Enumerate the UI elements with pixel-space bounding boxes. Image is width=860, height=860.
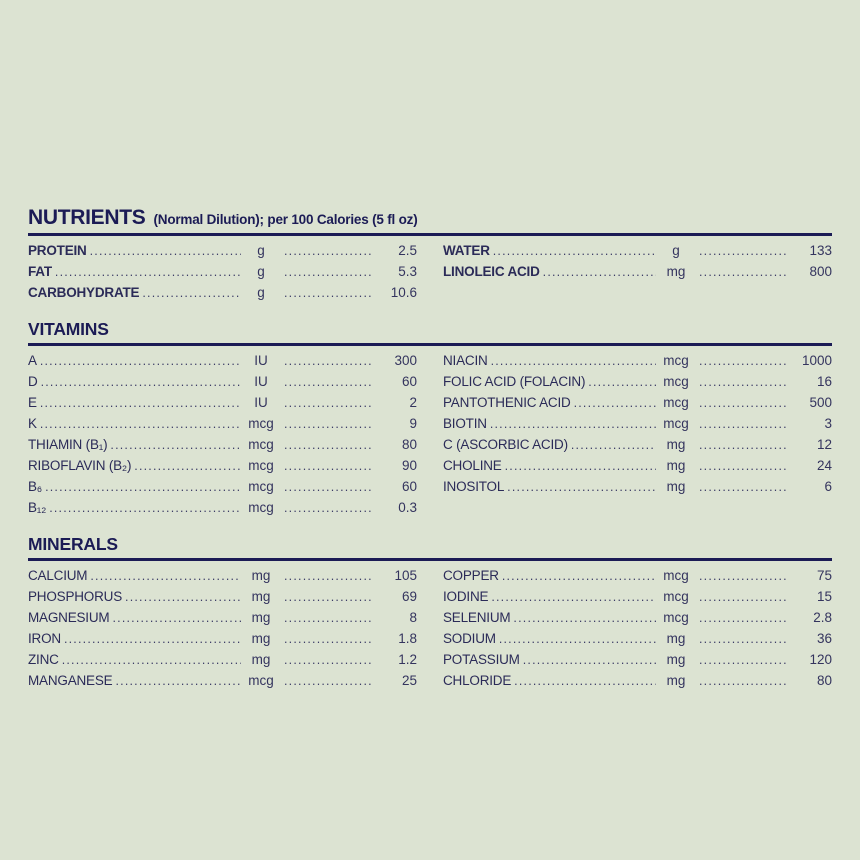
- nutrient-row: [28, 500, 417, 521]
- nutrient-row: [28, 458, 417, 479]
- nutrient-label: MAGNESIUM: [28, 610, 110, 625]
- nutrient-value: 500: [809, 395, 832, 410]
- nutrient-unit: mcg: [248, 437, 274, 452]
- nutrient-label: BIOTIN: [443, 416, 487, 431]
- nutrient-unit: mg: [666, 458, 686, 473]
- nutrient-label: CHLORIDE: [443, 673, 512, 688]
- nutrient-value: 5.3: [398, 264, 417, 279]
- dot-leader: [696, 568, 788, 583]
- nutrient-label: POTASSIUM: [443, 652, 520, 667]
- nutrient-row: [28, 568, 417, 589]
- nutrient-unit: mcg: [663, 589, 689, 604]
- nutrient-unit: mcg: [663, 416, 689, 431]
- nutrient-label: B₁₂: [28, 500, 47, 515]
- nutrient-label: C (ASCORBIC ACID): [443, 437, 568, 452]
- nutrients-heading: [28, 206, 832, 236]
- nutrition-facts-panel: [28, 206, 832, 704]
- nutrient-row: [28, 416, 417, 437]
- dot-leader: [490, 243, 656, 258]
- nutrient-label: NIACIN: [443, 353, 488, 368]
- nutrient-unit: IU: [254, 374, 268, 389]
- dot-leader: [502, 458, 656, 473]
- dot-leader: [112, 673, 241, 688]
- dot-leader: [52, 264, 241, 279]
- dot-leader: [696, 458, 788, 473]
- dot-leader: [696, 652, 788, 667]
- dot-leader: [487, 416, 656, 431]
- vitamins-column-right: [443, 353, 832, 521]
- nutrient-unit: mg: [251, 568, 271, 583]
- nutrient-unit: mcg: [663, 568, 689, 583]
- nutrient-label: THIAMIN (B₁): [28, 437, 108, 452]
- nutrient-value: 90: [401, 458, 417, 473]
- dot-leader: [281, 610, 373, 625]
- nutrient-value: 3: [824, 416, 832, 431]
- dot-leader: [61, 631, 241, 646]
- nutrient-value: 36: [816, 631, 832, 646]
- nutrient-label: IODINE: [443, 589, 489, 604]
- nutrient-row: [28, 652, 417, 673]
- nutrient-row: [443, 589, 832, 610]
- dot-leader: [37, 395, 241, 410]
- nutrient-row: [443, 568, 832, 589]
- nutrient-label: FAT: [28, 264, 52, 279]
- dot-leader: [131, 458, 241, 473]
- nutrient-value: 800: [809, 264, 832, 279]
- nutrient-value: 2.8: [813, 610, 832, 625]
- dot-leader: [696, 610, 788, 625]
- dot-leader: [696, 264, 788, 279]
- nutrient-label: IRON: [28, 631, 61, 646]
- dot-leader: [696, 374, 788, 389]
- nutrient-label: SODIUM: [443, 631, 496, 646]
- nutrient-unit: mcg: [663, 395, 689, 410]
- nutrient-value: 1000: [801, 353, 832, 368]
- dot-leader: [281, 652, 373, 667]
- nutrient-unit: mg: [666, 437, 686, 452]
- nutrient-value: 0.3: [398, 500, 417, 515]
- vitamins-column-left: [28, 353, 417, 521]
- dot-leader: [568, 437, 656, 452]
- nutrient-label: K: [28, 416, 37, 431]
- nutrient-row: [443, 458, 832, 479]
- nutrient-unit: mcg: [248, 500, 274, 515]
- nutrient-value: 60: [401, 479, 417, 494]
- nutrient-unit: g: [257, 264, 265, 279]
- dot-leader: [696, 673, 788, 688]
- nutrients-title: NUTRIENTS: [28, 206, 146, 229]
- nutrient-row: [28, 479, 417, 500]
- nutrient-value: 133: [809, 243, 832, 258]
- nutrient-row: [28, 264, 417, 285]
- nutrient-row: [443, 243, 832, 264]
- dot-leader: [281, 374, 373, 389]
- nutrients-columns: [28, 243, 832, 306]
- dot-leader: [511, 673, 656, 688]
- dot-leader: [585, 374, 656, 389]
- vitamins-columns: [28, 353, 832, 521]
- nutrient-value: 69: [401, 589, 417, 604]
- nutrient-value: 60: [401, 374, 417, 389]
- dot-leader: [510, 610, 656, 625]
- nutrient-unit: mg: [251, 589, 271, 604]
- dot-leader: [696, 631, 788, 646]
- dot-leader: [281, 437, 373, 452]
- nutrient-row: [28, 374, 417, 395]
- nutrient-unit: mcg: [248, 416, 274, 431]
- dot-leader: [281, 673, 373, 688]
- nutrient-label: MANGANESE: [28, 673, 113, 688]
- dot-leader: [281, 243, 373, 258]
- nutrient-row: [28, 353, 417, 374]
- nutrient-value: 105: [394, 568, 417, 583]
- nutrient-row: [28, 631, 417, 652]
- nutrient-unit: mcg: [663, 353, 689, 368]
- nutrient-label: D: [28, 374, 38, 389]
- dot-leader: [46, 500, 241, 515]
- nutrient-row: [28, 437, 417, 458]
- dot-leader: [38, 374, 241, 389]
- dot-leader: [281, 568, 373, 583]
- nutrient-unit: mg: [666, 652, 686, 667]
- nutrient-row: [443, 374, 832, 395]
- dot-leader: [281, 589, 373, 604]
- dot-leader: [496, 631, 656, 646]
- nutrient-unit: g: [257, 243, 265, 258]
- nutrient-value: 6: [824, 479, 832, 494]
- nutrient-value: 10.6: [390, 285, 417, 300]
- nutrient-value: 8: [409, 610, 417, 625]
- nutrient-label: CALCIUM: [28, 568, 88, 583]
- minerals-column-right: [443, 568, 832, 694]
- dot-leader: [520, 652, 656, 667]
- dot-leader: [87, 568, 241, 583]
- nutrient-label: A: [28, 353, 37, 368]
- vitamins-heading: VITAMINS: [28, 319, 832, 346]
- nutrient-value: 80: [816, 673, 832, 688]
- nutrient-value: 120: [809, 652, 832, 667]
- dot-leader: [281, 479, 373, 494]
- dot-leader: [696, 395, 788, 410]
- nutrient-label: CHOLINE: [443, 458, 502, 473]
- nutrient-row: [443, 353, 832, 374]
- dot-leader: [696, 437, 788, 452]
- nutrient-row: [443, 437, 832, 458]
- nutrient-value: 300: [394, 353, 417, 368]
- nutrient-row: [28, 610, 417, 631]
- dot-leader: [488, 589, 656, 604]
- dot-leader: [59, 652, 241, 667]
- dot-leader: [571, 395, 656, 410]
- dot-leader: [696, 589, 788, 604]
- dot-leader: [281, 395, 373, 410]
- section-vitamins: [28, 319, 832, 521]
- dot-leader: [504, 479, 656, 494]
- nutrient-value: 2.5: [398, 243, 417, 258]
- nutrient-unit: g: [257, 285, 265, 300]
- nutrient-unit: mcg: [663, 610, 689, 625]
- dot-leader: [696, 243, 788, 258]
- nutrient-unit: IU: [254, 395, 268, 410]
- nutrient-unit: mg: [251, 610, 271, 625]
- nutrient-label: B₆: [28, 479, 43, 494]
- nutrient-value: 25: [401, 673, 417, 688]
- dot-leader: [281, 264, 373, 279]
- dot-leader: [488, 353, 656, 368]
- dot-leader: [281, 631, 373, 646]
- section-minerals: [28, 534, 832, 694]
- dot-leader: [87, 243, 241, 258]
- nutrients-subtitle: (Normal Dilution); per 100 Calories (5 fl oz): [153, 212, 418, 227]
- nutrient-unit: IU: [254, 353, 268, 368]
- dot-leader: [281, 353, 373, 368]
- dot-leader: [540, 264, 656, 279]
- nutrient-row: [443, 479, 832, 500]
- dot-leader: [42, 479, 241, 494]
- dot-leader: [696, 353, 788, 368]
- dot-leader: [107, 437, 241, 452]
- dot-leader: [37, 416, 241, 431]
- minerals-heading: MINERALS: [28, 534, 832, 561]
- nutrient-label: FOLIC ACID (FOLACIN): [443, 374, 586, 389]
- dot-leader: [109, 610, 241, 625]
- nutrient-row: [28, 395, 417, 416]
- nutrients-column-right: [443, 243, 832, 306]
- nutrient-value: 1.2: [398, 652, 417, 667]
- nutrient-value: 80: [401, 437, 417, 452]
- minerals-column-left: [28, 568, 417, 694]
- nutrient-row: [28, 285, 417, 306]
- nutrient-row: [443, 652, 832, 673]
- nutrient-row: [443, 395, 832, 416]
- nutrient-label: LINOLEIC ACID: [443, 264, 540, 279]
- dot-leader: [139, 285, 241, 300]
- nutrient-unit: mcg: [663, 374, 689, 389]
- section-nutrients: [28, 206, 832, 306]
- dot-leader: [122, 589, 241, 604]
- nutrient-unit: mcg: [248, 479, 274, 494]
- nutrient-value: 12: [816, 437, 832, 452]
- nutrient-row: [443, 631, 832, 652]
- nutrient-unit: mg: [251, 631, 271, 646]
- nutrient-unit: mg: [666, 673, 686, 688]
- nutrient-label: INOSITOL: [443, 479, 505, 494]
- nutrient-unit: g: [672, 243, 680, 258]
- nutrient-unit: mcg: [248, 458, 274, 473]
- nutrient-label: COPPER: [443, 568, 499, 583]
- nutrient-value: 24: [816, 458, 832, 473]
- nutrient-label: PROTEIN: [28, 243, 87, 258]
- dot-leader: [281, 500, 373, 515]
- nutrient-row: [28, 673, 417, 694]
- dot-leader: [499, 568, 656, 583]
- nutrients-column-left: [28, 243, 417, 306]
- nutrient-value: 75: [816, 568, 832, 583]
- nutrient-label: SELENIUM: [443, 610, 511, 625]
- nutrient-row: [443, 673, 832, 694]
- nutrient-label: PANTOTHENIC ACID: [443, 395, 571, 410]
- nutrient-unit: mcg: [248, 673, 274, 688]
- minerals-columns: [28, 568, 832, 694]
- dot-leader: [281, 416, 373, 431]
- nutrient-row: [28, 243, 417, 264]
- nutrient-label: E: [28, 395, 37, 410]
- nutrient-row: [28, 589, 417, 610]
- nutrient-unit: mg: [666, 631, 686, 646]
- nutrient-unit: mg: [251, 652, 271, 667]
- dot-leader: [281, 285, 373, 300]
- nutrient-row: [443, 610, 832, 631]
- dot-leader: [281, 458, 373, 473]
- nutrient-label: WATER: [443, 243, 490, 258]
- nutrient-unit: mg: [666, 264, 686, 279]
- dot-leader: [37, 353, 241, 368]
- nutrient-value: 9: [409, 416, 417, 431]
- nutrient-row: [443, 416, 832, 437]
- nutrient-row: [443, 264, 832, 285]
- nutrient-value: 15: [816, 589, 832, 604]
- nutrient-label: CARBOHYDRATE: [28, 285, 140, 300]
- nutrient-value: 1.8: [398, 631, 417, 646]
- dot-leader: [696, 479, 788, 494]
- nutrient-unit: mg: [666, 479, 686, 494]
- dot-leader: [696, 416, 788, 431]
- nutrient-value: 16: [816, 374, 832, 389]
- nutrient-value: 2: [409, 395, 417, 410]
- nutrient-label: ZINC: [28, 652, 59, 667]
- nutrient-label: PHOSPHORUS: [28, 589, 123, 604]
- nutrient-label: RIBOFLAVIN (B₂): [28, 458, 132, 473]
